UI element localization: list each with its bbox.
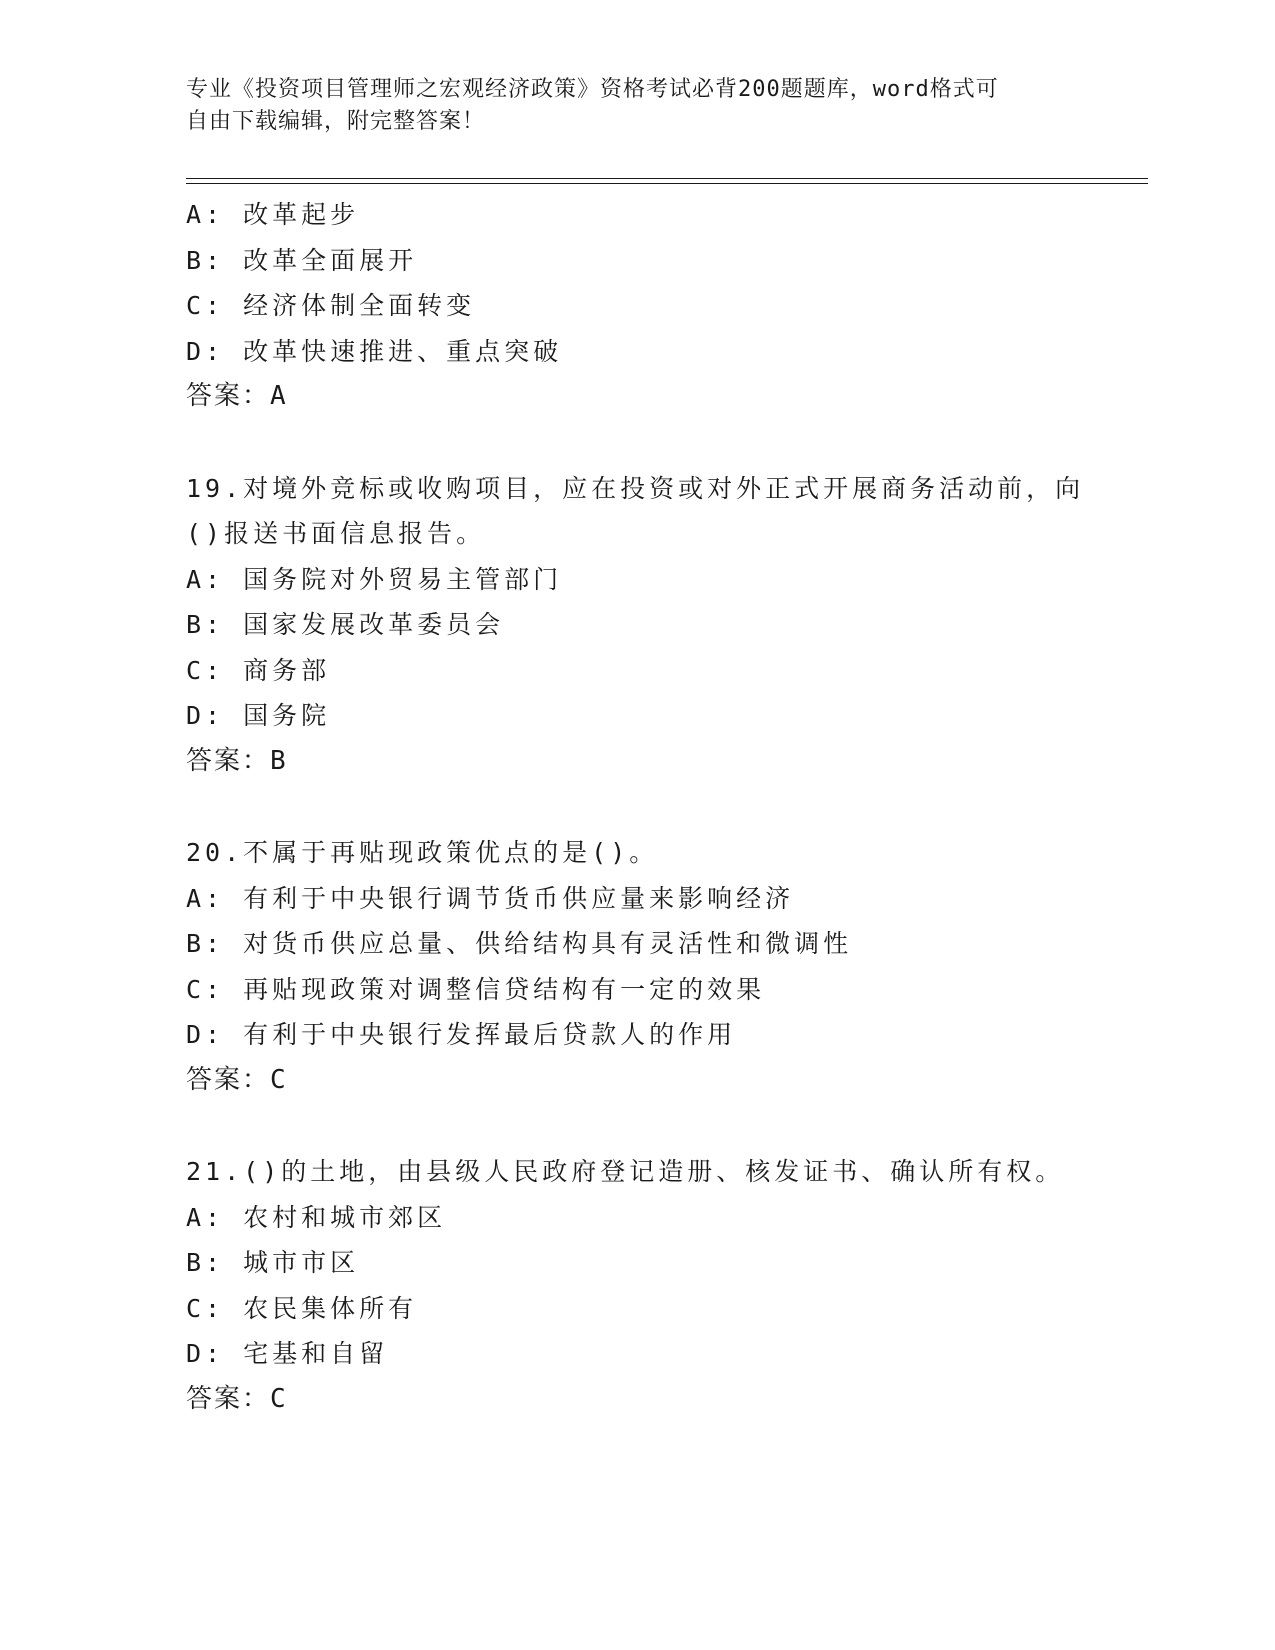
option-d: D: 改革快速推进、重点突破 — [186, 336, 563, 366]
option-a: A: 有利于中央银行调节货币供应量来影响经济 — [186, 883, 795, 913]
answer: 答案：A — [186, 381, 288, 411]
answer: 答案：B — [186, 745, 288, 776]
document-header — [186, 74, 1066, 138]
spacer — [186, 420, 1086, 466]
option-a: A: 国务院对外贸易主管部门 — [186, 564, 563, 594]
option-b: B: 改革全面展开 — [186, 245, 418, 275]
option-c: C: 农民集体所有 — [186, 1293, 418, 1323]
option-c: C: 经济体制全面转变 — [186, 291, 476, 320]
option-b: B: 国家发展改革委员会 — [186, 610, 505, 639]
answer: 答案：C — [186, 1064, 288, 1095]
option-c: C: 商务部 — [186, 655, 331, 685]
header-rule-bottom — [186, 183, 1148, 184]
option-c: C: 再贴现政策对调整信贷结构有一定的效果 — [186, 974, 766, 1004]
header-line-2: 自由下载编辑，附完整答案！ — [186, 109, 486, 134]
question-list — [186, 192, 1086, 1422]
question-21 — [186, 1149, 1086, 1422]
question-stem: 19.对境外竞标或收购项目，应在投资或对外正式开展商务活动前，向 — [186, 473, 1085, 503]
option-d: D: 有利于中央银行发挥最后贷款人的作用 — [186, 1020, 737, 1049]
option-d: D: 国务院 — [186, 701, 331, 730]
option-d: D: 宅基和自留 — [186, 1339, 389, 1368]
question-stem-continued: ()报送书面信息报告。 — [186, 519, 486, 548]
answer: 答案：C — [186, 1383, 288, 1414]
spacer — [186, 784, 1086, 830]
question-19 — [186, 466, 1086, 785]
spacer — [186, 1103, 1086, 1149]
question-stem: 20.不属于再贴现政策优点的是()。 — [186, 838, 659, 867]
header-line-1: 专业《投资项目管理师之宏观经济政策》资格考试必背200题题库，word格式可 — [186, 77, 999, 102]
option-a: A: 农村和城市郊区 — [186, 1202, 447, 1232]
question-stem: 21.()的土地，由县级人民政府登记造册、核发证书、确认所有权。 — [186, 1157, 1065, 1186]
question-20 — [186, 830, 1086, 1103]
option-b: B: 对货币供应总量、供给结构具有灵活性和微调性 — [186, 929, 853, 958]
question-18 — [186, 192, 1086, 420]
option-b: B: 城市市区 — [186, 1248, 360, 1277]
option-a: A: 改革起步 — [186, 200, 360, 229]
header-rule-top — [186, 178, 1148, 179]
